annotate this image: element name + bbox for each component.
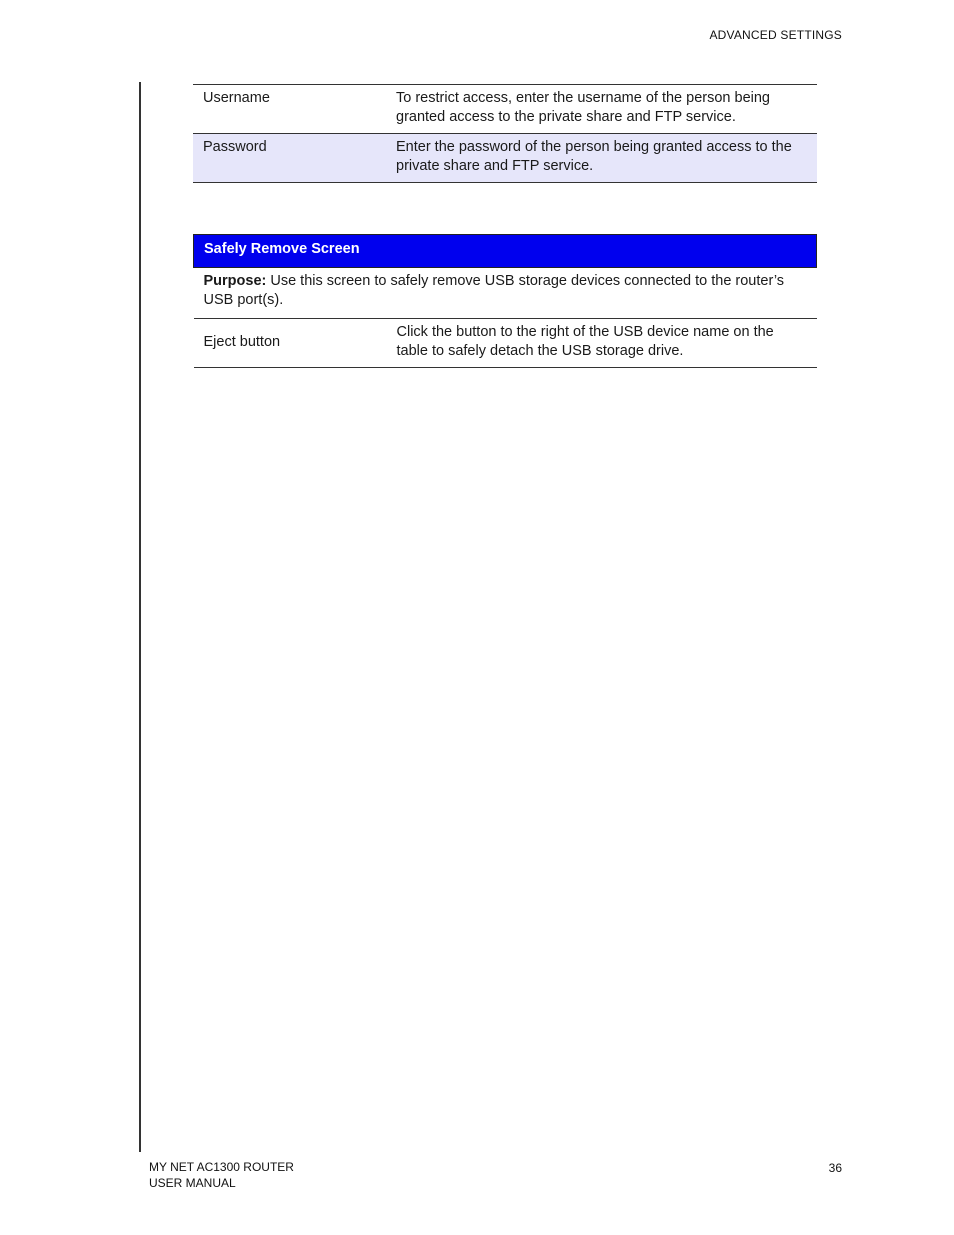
username-term: Username <box>203 90 270 106</box>
running-header: ADVANCED SETTINGS <box>709 28 842 42</box>
footer-product <box>149 1159 294 1191</box>
eject-button-description: Click the button to the right of the USB device name on the table to safely detach the USB storage drive. <box>387 319 817 368</box>
safely-remove-title: Safely Remove Screen <box>194 235 817 268</box>
purpose-label: Purpose: <box>203 273 267 289</box>
table-row <box>193 134 817 183</box>
footer-product-line1: MY NET AC1300 ROUTER <box>149 1160 294 1174</box>
password-description: Enter the password of the person being granted access to the private share and FTP service. <box>396 139 792 174</box>
purpose-text: Use this screen to safely remove USB storage devices connected to the router’s USB port(s). <box>203 273 785 308</box>
purpose-row <box>194 268 817 319</box>
page-number: 36 <box>828 1161 842 1175</box>
margin-rule <box>139 82 141 1152</box>
table-header-row <box>194 235 817 268</box>
safely-remove-table <box>193 234 817 368</box>
purpose-cell <box>194 268 817 319</box>
username-description: To restrict access, enter the username of the person being granted access to the private share and FTP service. <box>396 90 770 125</box>
credentials-table <box>193 84 817 183</box>
table-row <box>193 85 817 134</box>
footer-product-line2: USER MANUAL <box>149 1176 236 1190</box>
eject-button-term: Eject button <box>194 319 387 368</box>
table-row <box>194 319 817 368</box>
password-term: Password <box>203 139 267 155</box>
